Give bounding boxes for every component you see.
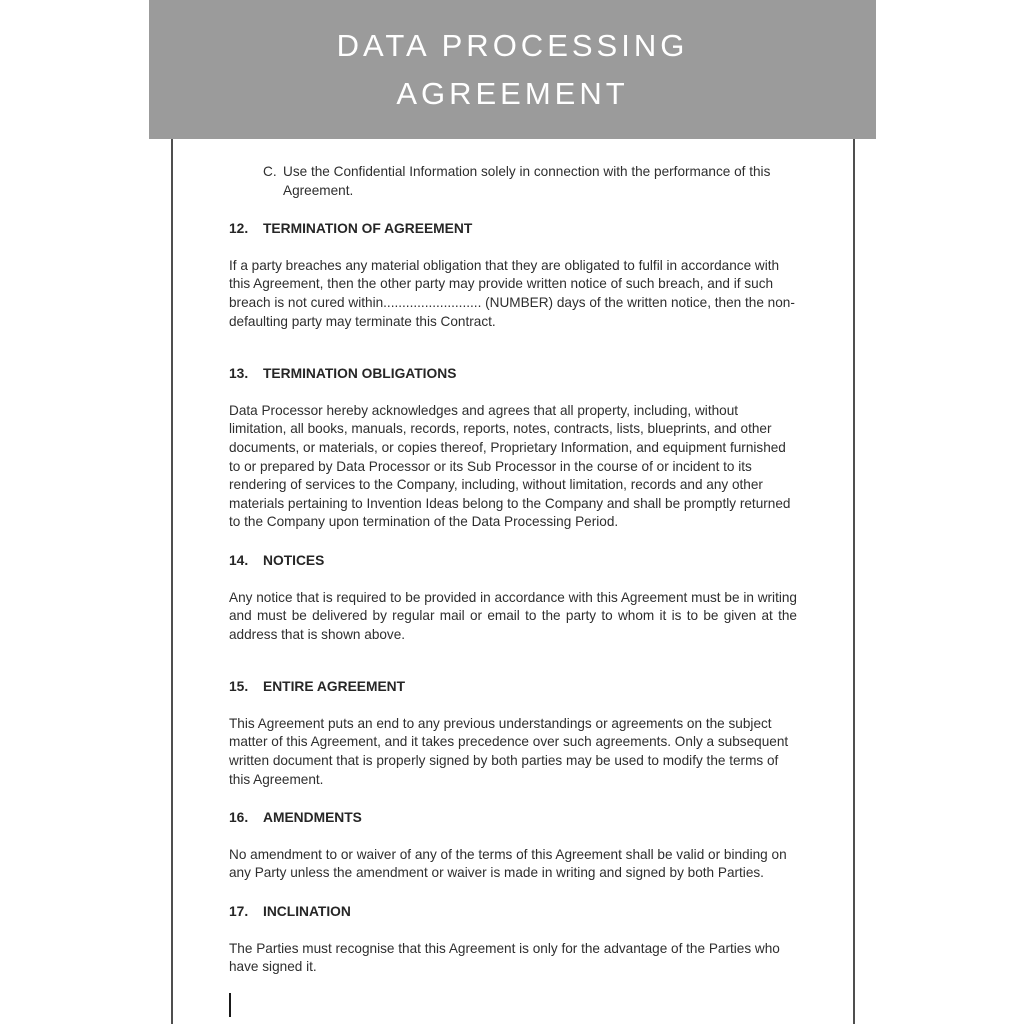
document-page[interactable] <box>171 139 855 1024</box>
clause-marker: C. <box>263 164 277 179</box>
document-content[interactable] <box>173 139 853 1017</box>
document-header-banner <box>149 0 876 139</box>
document-title-line-2: AGREEMENT <box>396 75 629 111</box>
section-number: 12. <box>229 221 249 237</box>
document-title-line-1: DATA PROCESSING <box>336 27 689 63</box>
clause-text: Use the Confidential Information solely in connection with the performance of this Agreement. <box>283 164 771 198</box>
section-heading <box>229 678 797 697</box>
section-paragraph: This Agreement puts an end to any previous understandings or agreements on the subject matter of this Agreement, and it takes precedence over such agreements. Only a subsequent written document that is properly signed by both parties may be used to modify the terms of this Agreement. <box>229 715 789 787</box>
section-heading <box>229 903 797 922</box>
section-title: TERMINATION OF AGREEMENT <box>263 221 473 237</box>
clause-item-c <box>229 163 797 200</box>
section-heading <box>229 809 797 828</box>
section-number: 14. <box>229 552 249 568</box>
text-cursor[interactable] <box>229 993 231 1017</box>
section-number: 16. <box>229 810 249 826</box>
section-heading <box>229 365 797 384</box>
section-title: NOTICES <box>263 552 325 568</box>
section-12-termination-of-agreement <box>229 220 797 331</box>
section-number: 15. <box>229 679 249 695</box>
section-title: ENTIRE AGREEMENT <box>263 679 406 695</box>
section-number: 17. <box>229 904 249 920</box>
section-16-amendments <box>229 809 797 883</box>
section-heading <box>229 552 797 571</box>
section-14-notices <box>229 552 797 644</box>
section-17-inclination <box>229 903 797 977</box>
section-paragraph: Any notice that is required to be provided in accordance with this Agreement must be in writing and must be delivered by regular mail or email to the party to whom it is to be given at the address that is shown above. <box>229 589 797 642</box>
section-13-termination-obligations <box>229 365 797 532</box>
section-title: TERMINATION OBLIGATIONS <box>263 366 457 382</box>
section-paragraph: No amendment to or waiver of any of the terms of this Agreement shall be valid or binding on any Party unless the amendment or waiver is made in writing and signed by both Parties. <box>229 846 787 881</box>
section-paragraph: The Parties must recognise that this Agreement is only for the advantage of the Parties who have signed it. <box>229 940 780 975</box>
section-paragraph: If a party breaches any material obligation that they are obligated to fulfil in accordance with this Agreement, then the other party may provide written notice of such breach, and if such breach is not cured within.......................... (NUMBER) days of the written notice, then the non-defaulting party may terminate this Contract. <box>229 257 795 329</box>
section-15-entire-agreement <box>229 678 797 789</box>
section-title: INCLINATION <box>263 904 351 920</box>
section-number: 13. <box>229 366 249 382</box>
section-title: AMENDMENTS <box>263 810 362 826</box>
section-paragraph: Data Processor hereby acknowledges and agrees that all property, including, without limitation, all books, manuals, records, reports, notes, contracts, lists, blueprints, and other documents, or materials, or copies thereof, Proprietary Information, and equipment furnished to or prepared by Data Processor or its Sub Processor in the course of or incident to its rendering of services to the Company, including, without limitation, records and any other materials pertaining to Invention Ideas belong to the Company and shall be promptly returned to the Company upon termination of the Data Processing Period. <box>229 402 791 530</box>
section-heading <box>229 220 797 239</box>
